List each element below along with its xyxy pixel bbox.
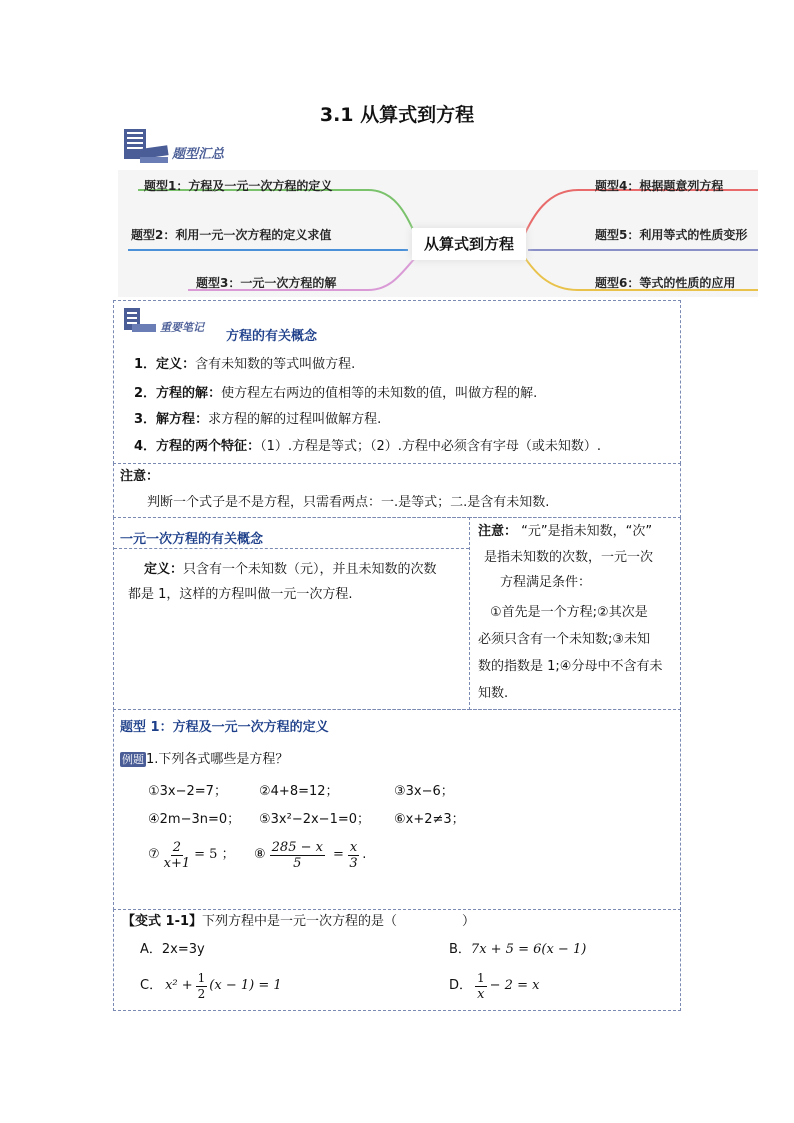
attention-side-line-6: 数的指数是 1;④分母中不含有未 xyxy=(478,659,663,674)
example-item-2: ②4+8=12； xyxy=(259,784,339,799)
linear-definition-box xyxy=(113,517,470,710)
option-a: A．2x=3y xyxy=(140,942,205,957)
summary-label: 题型汇总 xyxy=(172,147,225,162)
attention-box xyxy=(113,463,681,518)
example-item-5: ⑤3x²−2x−1=0； xyxy=(259,812,371,827)
notes-icon xyxy=(122,306,158,334)
attention-label: 注意： xyxy=(120,469,160,484)
note-item-2: 2．方程的解：使方程左右两边的值相等的未知数的值，叫做方程的解. xyxy=(134,386,538,401)
example-item-3: ③3x−6； xyxy=(394,784,454,799)
notes-label: 重要笔记 xyxy=(160,321,204,334)
attention-side-box xyxy=(469,517,681,710)
topic-4: 题型4：根据题意列方程 xyxy=(595,179,724,193)
topic-6: 题型6：等式的性质的应用 xyxy=(595,276,736,290)
attention-side-line-5: 必须只含有一个未知数;③未知 xyxy=(478,632,651,647)
type1-box xyxy=(113,709,681,910)
example-badge: 例题 xyxy=(122,753,144,766)
variant-question: 【变式 1-1】下列方程中是一元一次方程的是（ ） xyxy=(122,914,476,929)
heading-divider xyxy=(114,548,469,549)
option-c: C． x² + $\frac{1}{2}$ (x − 1) = 1 xyxy=(140,970,282,1001)
note-item-1: 1．定义：含有未知数的等式叫做方程. xyxy=(134,357,356,372)
attention-side-line-3: 方程满足条件： xyxy=(500,575,592,590)
book-stack-icon xyxy=(122,127,170,167)
attention-side-line-4: ①首先是一个方程;②其次是 xyxy=(490,605,648,620)
attention-side-line-1: 注意： “元”是指未知数，“次” xyxy=(478,524,653,539)
type1-heading: 题型 1：方程及一元一次方程的定义 xyxy=(120,720,329,735)
option-d: D． $\frac{1}{x}$ − 2 = x xyxy=(449,970,540,1002)
topic-3: 题型3：一元一次方程的解 xyxy=(196,276,337,290)
option-b: B．7x + 5 = 6(x − 1) xyxy=(449,942,587,957)
attention-side-line-2: 是指未知数的次数，一元一次 xyxy=(484,550,654,565)
notes-heading: 方程的有关概念 xyxy=(226,329,318,344)
example-question: 例题 1.下列各式哪些是方程？ xyxy=(122,752,289,767)
linear-definition-line1: 定义：只含有一个未知数（元），并且未知数的次数 xyxy=(144,562,437,577)
linear-heading: 一元一次方程的有关概念 xyxy=(120,532,264,547)
attention-side-line-7: 知数. xyxy=(478,686,509,701)
page-title: 3.1 从算式到方程 xyxy=(319,104,475,126)
topic-summary xyxy=(118,125,758,297)
note-item-3: 3．解方程：求方程的解的过程叫做解方程. xyxy=(134,412,382,427)
note-item-4: 4．方程的两个特征：（1）.方程是等式；（2）.方程中必须含有字母（或未知数）. xyxy=(134,439,602,454)
topic-5: 题型5：利用等式的性质变形 xyxy=(595,228,748,242)
variant-box xyxy=(113,909,681,1011)
example-item-7: ⑦ $\frac{2}{x+1}$ = 5 ； xyxy=(148,839,235,871)
topic-1: 题型1：方程及一元一次方程的定义 xyxy=(144,179,333,193)
topic-2: 题型2：利用一元一次方程的定义求值 xyxy=(131,228,332,242)
example-item-8: ⑧ $\frac{285 - x}{5}$ = $\frac{x}{3}$ . xyxy=(254,839,367,871)
example-item-1: ①3x−2=7； xyxy=(148,784,227,799)
mindmap-center: 从算式到方程 xyxy=(412,228,526,260)
example-item-4: ④2m−3n=0； xyxy=(148,812,241,827)
linear-definition-line2: 都是 1，这样的方程叫做一元一次方程. xyxy=(128,587,353,602)
notes-box xyxy=(113,300,681,464)
example-item-6: ⑥x+2≠3； xyxy=(394,812,465,827)
attention-text: 判断一个式子是不是方程，只需看两点：一.是等式；二.是含有未知数. xyxy=(147,495,550,510)
